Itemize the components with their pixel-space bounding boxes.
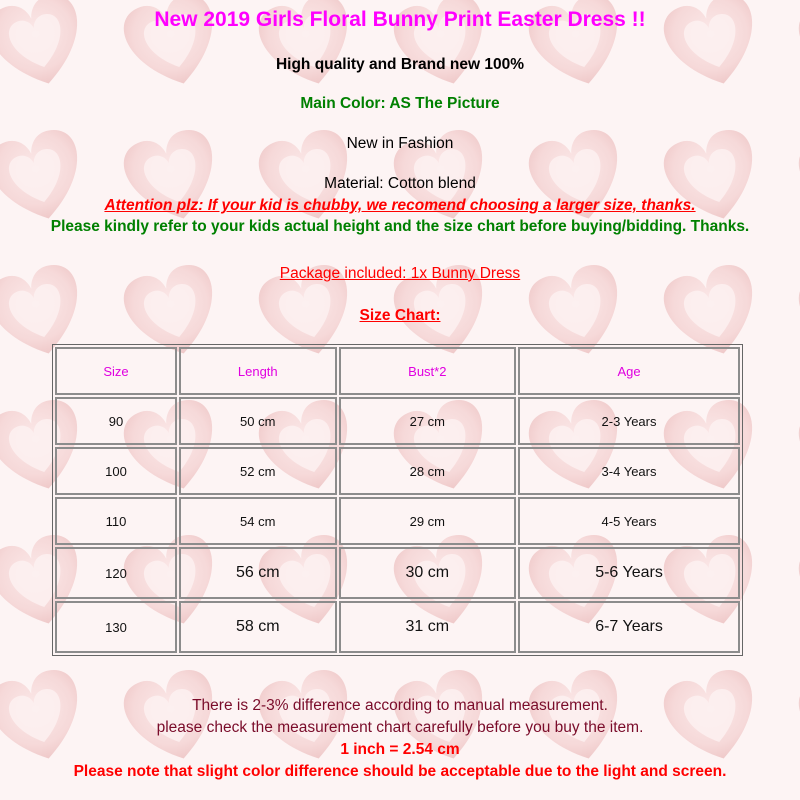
cell-age: 5-6 Years: [518, 547, 740, 599]
table-row: [55, 397, 740, 445]
main-color-text: Main Color: AS The Picture: [300, 95, 500, 112]
cell-length: 52 cm: [179, 447, 337, 495]
cell-bust: 27 cm: [339, 397, 516, 445]
header-length: Length: [179, 347, 337, 395]
product-title: New 2019 Girls Floral Bunny Print Easter Dress !!: [154, 8, 646, 31]
material-text: Material: Cotton blend: [324, 175, 476, 192]
cell-size: 130: [55, 601, 177, 653]
header-bust: Bust*2: [339, 347, 516, 395]
cell-age: 2-3 Years: [518, 397, 740, 445]
size-chart-heading: Size Chart:: [359, 307, 441, 324]
inch-conversion-note: 1 inch = 2.54 cm: [340, 741, 460, 758]
fashion-text: New in Fashion: [346, 135, 454, 152]
package-included: Package included: 1x Bunny Dress: [279, 265, 521, 282]
cell-size: 110: [55, 497, 177, 545]
cell-size: 120: [55, 547, 177, 599]
header-age: Age: [518, 347, 740, 395]
table-row: [55, 497, 740, 545]
check-chart-note: please check the measurement chart carefully before you buy the item.: [156, 719, 644, 736]
cell-age: 3-4 Years: [518, 447, 740, 495]
table-row: [55, 601, 740, 653]
header-size: Size: [55, 347, 177, 395]
quality-text: High quality and Brand new 100%: [275, 56, 525, 73]
cell-size: 100: [55, 447, 177, 495]
color-difference-note: Please note that slight color difference should be acceptable due to the light and screen.: [73, 763, 727, 780]
cell-age: 4-5 Years: [518, 497, 740, 545]
cell-age: 6-7 Years: [518, 601, 740, 653]
measurement-difference-note: There is 2-3% difference according to manual measurement.: [192, 697, 608, 714]
cell-length: 50 cm: [179, 397, 337, 445]
cell-bust: 28 cm: [339, 447, 516, 495]
cell-size: 90: [55, 397, 177, 445]
cell-length: 56 cm: [179, 547, 337, 599]
cell-bust: 30 cm: [339, 547, 516, 599]
table-row: [55, 447, 740, 495]
size-refer-note: Please kindly refer to your kids actual height and the size chart before buying/bidding. Thanks.: [50, 218, 750, 235]
cell-bust: 29 cm: [339, 497, 516, 545]
table-header-row: [55, 347, 740, 395]
table-row: [55, 547, 740, 599]
cell-length: 58 cm: [179, 601, 337, 653]
size-chart-table: [52, 344, 743, 656]
cell-length: 54 cm: [179, 497, 337, 545]
attention-note: Attention plz: If your kid is chubby, we recomend choosing a larger size, thanks.: [104, 197, 696, 214]
cell-bust: 31 cm: [339, 601, 516, 653]
